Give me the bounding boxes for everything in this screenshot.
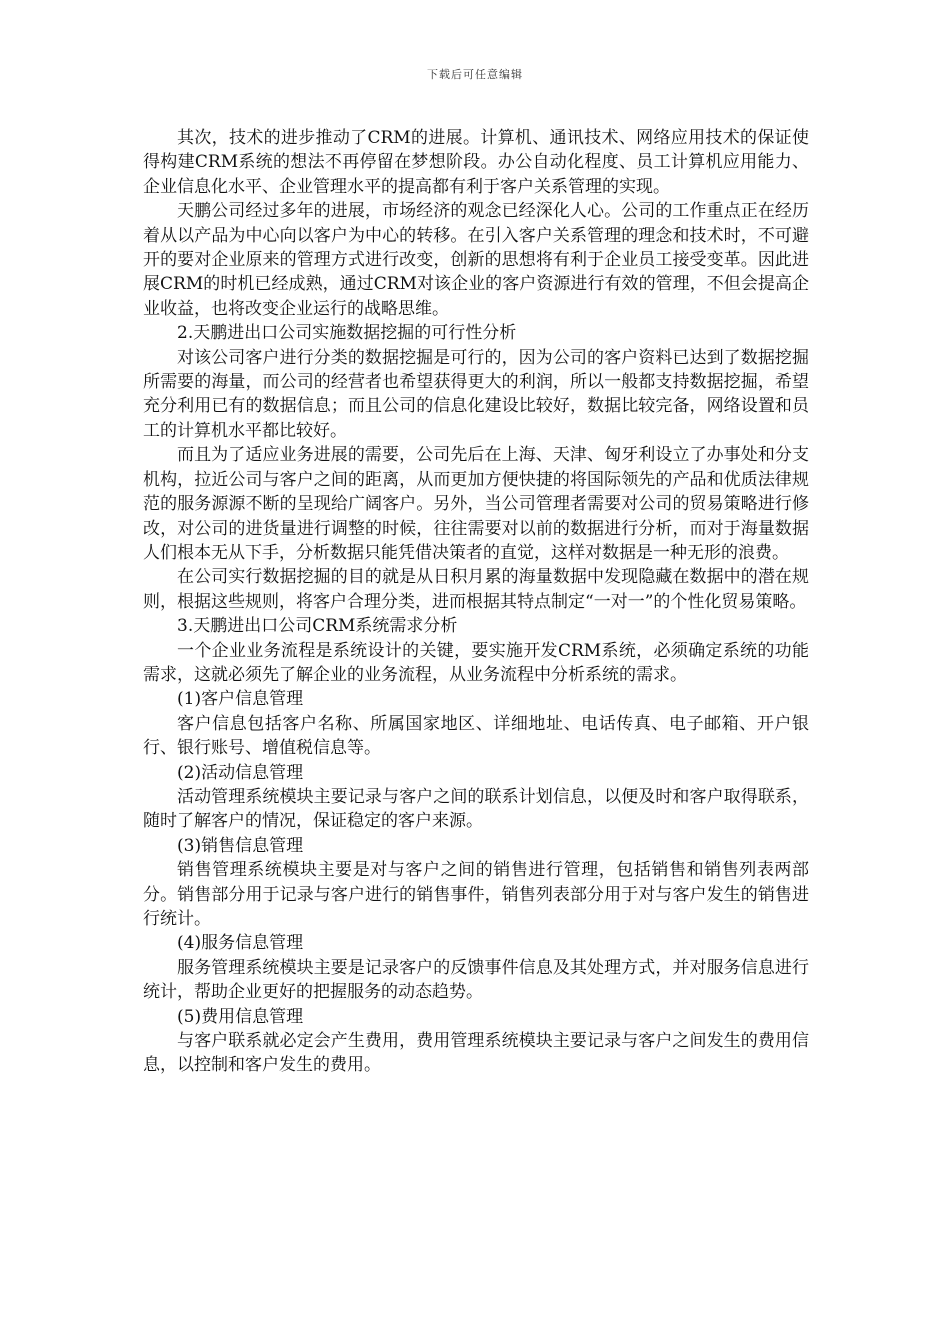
- paragraph: 活动管理系统模块主要记录与客户之间的联系计划信息，以便及时和客户取得联系，随时了解客户的情况，保证稳定的客户来源。: [143, 786, 809, 832]
- page-header: 下载后可任意编辑: [427, 68, 523, 81]
- paragraph: 对该公司客户进行分类的数据挖掘是可行的，因为公司的客户资料已达到了数据挖掘所需要的海量，而公司的经营者也希望获得更大的利润，所以一般都支持数据挖掘，希望充分利用已有的数据信息；而且公司的信息化建设比较好，数据比较完备，网络设置和员工的计算机水平都比较好。: [143, 347, 809, 441]
- subsection-heading: (2)活动信息管理: [177, 762, 304, 783]
- paragraph: 销售管理系统模块主要是对与客户之间的销售进行管理，包括销售和销售列表两部分。销售部分用于记录与客户进行的销售事件，销售列表部分用于对与客户发生的销售进行统计。: [143, 860, 809, 929]
- subsection-heading: (4)服务信息管理: [177, 933, 304, 954]
- paragraph: 一个企业业务流程是系统设计的关键，要实施开发CRM系统，必须确定系统的功能需求，这就必须先了解企业的业务流程，从业务流程中分析系统的需求。: [143, 640, 809, 685]
- section-heading: 3.天鹏进出口公司CRM系统需求分析: [177, 616, 458, 637]
- subsection-heading: (1)客户信息管理: [177, 689, 304, 710]
- paragraph: 客户信息包括客户名称、所属国家地区、详细地址、电话传真、电子邮箱、开户银行、银行账号、增值税信息等。: [143, 713, 809, 759]
- paragraph: 服务管理系统模块主要是记录客户的反馈事件信息及其处理方式，并对服务信息进行统计，帮助企业更好的把握服务的动态趋势。: [143, 957, 809, 1003]
- paragraph: 在公司实行数据挖掘的目的就是从日积月累的海量数据中发现隐藏在数据中的潜在规则，根据这些规则，将客户合理分类，进而根据其特点制定“一对一”的个性化贸易策略。: [143, 567, 809, 612]
- paragraph: 天鹏公司经过多年的进展，市场经济的观念已经深化人心。公司的工作重点正在经历着从以产品为中心向以客户为中心的转移。在引入客户关系管理的理念和技术时，不可避开的要对企业原来的管理方式进行改变，创新的思想将有利于企业员工接受变革。因此进展CRM的时机已经成熟，通过CRM对该企业的客户资源进行有效的管理，不但会提高企业收益，也将改变企业运行的战略思维。: [143, 201, 809, 319]
- paragraph: 而且为了适应业务进展的需要，公司先后在上海、天津、匈牙利设立了办事处和分支机构，拉近公司与客户之间的距离，从而更加方便快捷的将国际领先的产品和优质法律规范的服务源源不断的呈现给广阔客户。另外，当公司管理者需要对公司的贸易策略进行修改，对公司的进货量进行调整的时候，往往需要对以前的数据进行分析，而对于海量数据人们根本无从下手，分析数据只能凭借决策者的直觉，这样对数据是一种无形的浪费。: [143, 445, 809, 563]
- subsection-heading: (3)销售信息管理: [177, 835, 304, 856]
- section-heading: 2.天鹏进出口公司实施数据挖掘的可行性分析: [177, 323, 517, 344]
- paragraph: 其次，技术的进步推动了CRM的进展。计算机、通讯技术、网络应用技术的保证使得构建CRM系统的想法不再停留在梦想阶段。办公自动化程度、员工计算机应用能力、企业信息化水平、企业管理水平的提高都有利于客户关系管理的实现。: [143, 128, 809, 197]
- document-body: [143, 126, 809, 1078]
- paragraph: 与客户联系就必定会产生费用，费用管理系统模块主要记录与客户之间发生的费用信息，以控制和客户发生的费用。: [143, 1031, 809, 1076]
- subsection-heading: (5)费用信息管理: [177, 1006, 304, 1027]
